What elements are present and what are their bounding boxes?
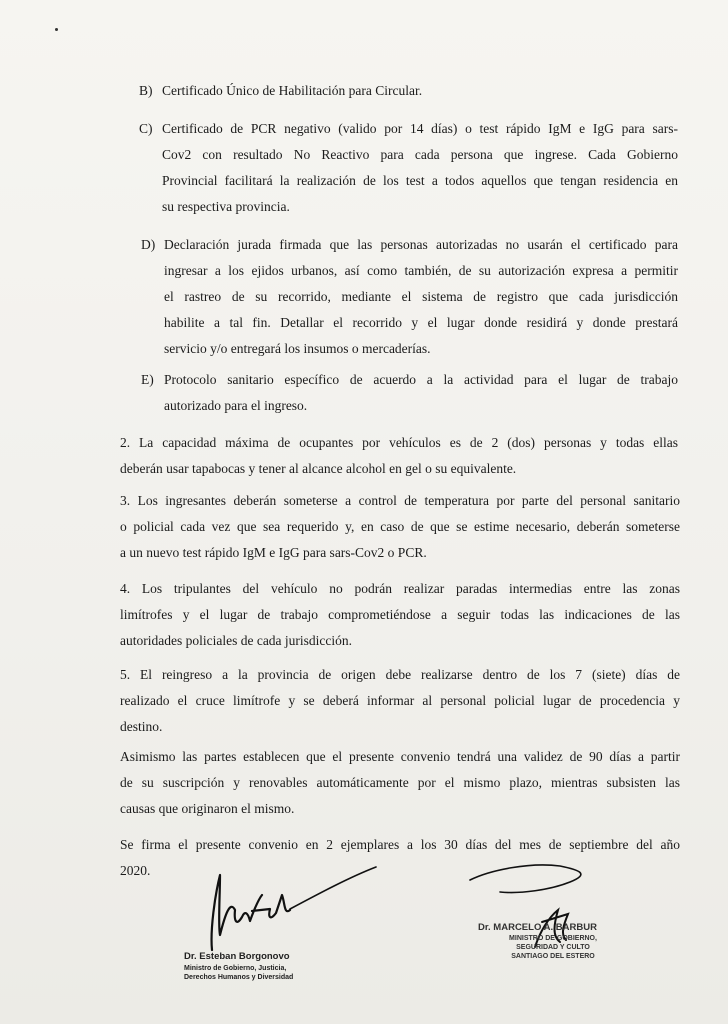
item-e-line: autorizado para el ingreso. [164,398,308,413]
paragraph-line: a un nuevo test rápido IgM e IgG para sars-Cov2 o PCR. [120,545,427,560]
item-c-line: su respectiva provincia. [162,199,290,214]
item-c-line: Certificado de PCR negativo (valido por 14 días) o test rápido IgM e IgG para sars- [162,121,678,136]
paragraph-3 [120,488,680,566]
right-signer-role-line: MINISTRO DE GOBIERNO, [509,935,597,942]
paragraph-line: Asimismo las partes establecen que el presente convenio tendrá una validez de 90 días a partir [120,749,680,764]
paragraph-line: de su suscripción y renovables automáticamente por el mismo plazo, mientras subsisten las [120,775,680,790]
left-signer-role-line: Derechos Humanos y Diversidad [184,974,294,981]
item-d-text [164,232,678,362]
paragraph-line: 5. El reingreso a la provincia de origen debe realizarse dentro de los 7 (siete) días de [120,667,680,682]
left-signer-role-line: Ministro de Gobierno, Justicia, [184,965,287,972]
item-c-line: Provincial facilitará la realización de los test a todos aquellos que tengan residencia en [162,173,678,188]
item-d-line: servicio y/o entregará los insumos o mercaderías. [164,341,431,356]
paragraph-line: destino. [120,719,163,734]
paragraph-4 [120,576,680,654]
paragraph-line: 2. La capacidad máxima de ocupantes por vehículos es de 2 (dos) personas y todas ellas [120,435,678,450]
item-d-line: ingresar a los ejidos urbanos, así como también, de su autorización expresa a permitir [164,263,678,278]
paragraph-line: 2020. [120,863,151,878]
item-d-line: habilite a tal fin. Detallar el recorrido y el lugar donde residirá y donde prestará [164,315,678,330]
paragraph-line: realizado el cruce limítrofe y se deberá informar al personal policial lugar de procedencia y [120,693,680,708]
left-signer-role [184,964,293,982]
item-c-text [162,116,678,220]
item-b-line: Certificado Único de Habilitación para Circular. [162,83,423,98]
right-signer-name: Dr. MARCELO A. BARBUR [478,922,597,933]
paragraph-2 [120,430,678,482]
paragraph-line: autoridades policiales de cada jurisdicción. [120,633,353,648]
paragraph-validity [120,744,680,822]
right-signer-role-line: SEGURIDAD Y CULTO [516,944,590,951]
item-e-text [164,367,678,419]
paragraph-line: Se firma el presente convenio en 2 ejemplares a los 30 días del mes de septiembre del año [120,837,680,852]
item-b-letter: B) [139,83,153,98]
right-signer-role-line: SANTIAGO DEL ESTERO [511,953,595,960]
item-d-line: Declaración jurada firmada que las personas autorizadas no usarán el certificado para [164,237,678,252]
item-d-line: el rastreo de su recorrido, mediante el sistema de registro que cada jurisdicción [164,289,678,304]
left-signer-name: Dr. Esteban Borgonovo [184,951,290,962]
item-e-letter: E) [141,372,154,387]
item-d-letter: D) [141,237,156,252]
item-c-line: Cov2 con resultado No Reactivo para cada persona que ingrese. Cada Gobierno [162,147,678,162]
paragraph-line: deberán usar tapabocas y tener al alcance alcohol en gel o su equivalente. [120,461,517,476]
item-c-letter: C) [139,121,153,136]
paragraph-line: 3. Los ingresantes deberán someterse a control de temperatura por parte del personal sanitario [120,493,680,508]
paragraph-line: 4. Los tripulantes del vehículo no podrán realizar paradas intermedias entre las zonas [120,581,680,596]
item-b-text [162,78,542,104]
right-stamp [478,922,628,961]
item-e-line: Protocolo sanitario específico de acuerdo a la actividad para el lugar de trabajo [164,372,678,387]
paragraph-5 [120,662,680,740]
paragraph-line: o policial cada vez que sea requerido y, en caso de que se estime necesario, deberán someterse [120,519,680,534]
left-signature-image [190,855,380,955]
paragraph-line: causas que originaron el mismo. [120,801,295,816]
scan-speck [55,28,58,31]
paragraph-line: limítrofes y el lugar de trabajo comprometiéndose a seguir todas las indicaciones de las [120,607,680,622]
